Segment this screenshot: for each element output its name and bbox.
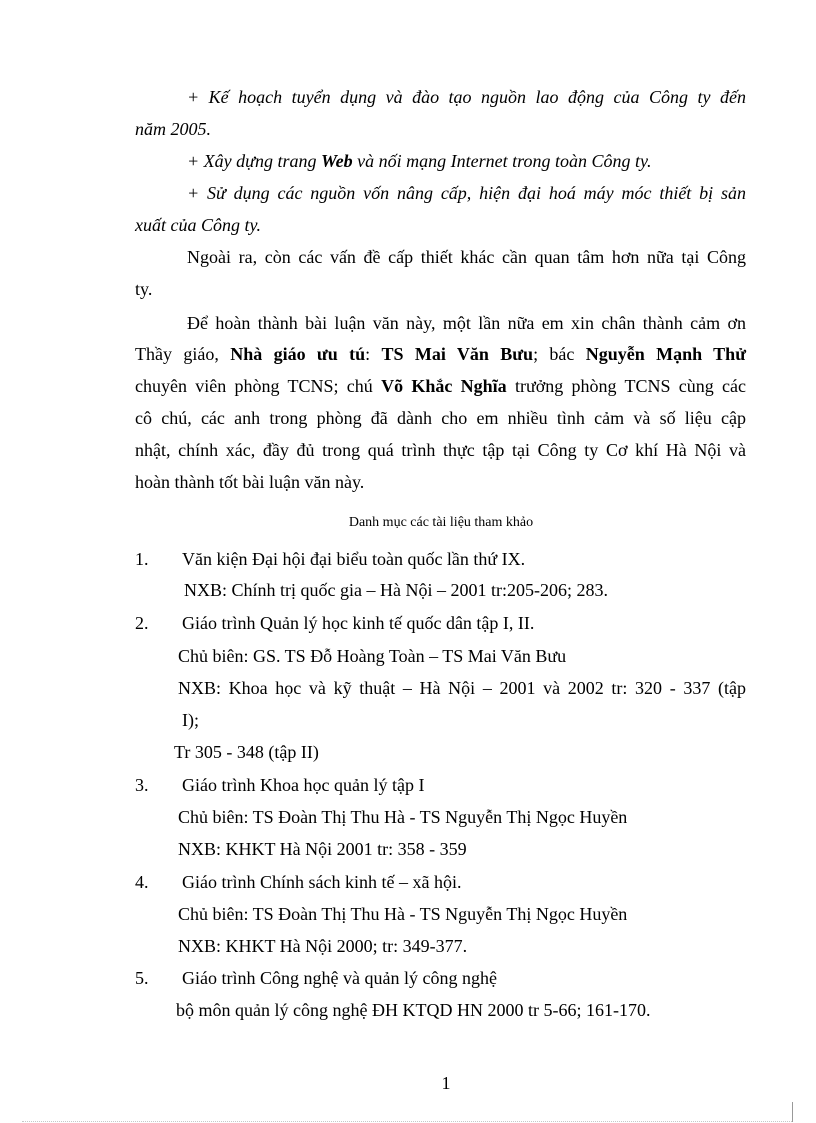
other-line-1: Ngoài ra, còn các vấn đề cấp thiết khác cần quan tâm hơn nữa tại Công: [187, 247, 746, 267]
ref-detail: NXB: Khoa học và kỹ thuật – Hà Nội – 2001 và 2002 tr: 320 - 337 (tập: [178, 678, 746, 698]
plan-2-prefix: + Xây dựng trang: [187, 151, 321, 171]
ref-title: Giáo trình Khoa học quản lý tập I: [182, 775, 425, 795]
ref-detail: NXB: KHKT Hà Nội 2001 tr: 358 - 359: [178, 839, 467, 859]
ref-detail: bộ môn quản lý công nghệ ĐH KTQD HN 2000 tr 5-66; 161-170.: [176, 1000, 651, 1020]
ref-detail: I);: [182, 710, 199, 730]
plan-1-line-1: + Kế hoạch tuyển dụng và đào tạo nguồn lao động của Công ty đến: [187, 87, 746, 107]
specialist-name: Nguyễn Mạnh Thử: [585, 344, 746, 364]
page-number: 1: [441, 1073, 451, 1093]
thanks-text: chuyên viên phòng TCNS; chú: [135, 376, 382, 396]
head-name: Võ Khắc Nghĩa: [381, 376, 507, 396]
ref-number: 2.: [135, 613, 149, 633]
ref-title: Giáo trình Quản lý học kinh tế quốc dân tập I, II.: [182, 613, 535, 633]
thanks-text: :: [365, 344, 382, 364]
page-corner-mark: [792, 1102, 793, 1122]
ref-detail: Chủ biên: TS Đoàn Thị Thu Hà - TS Nguyễn Thị Ngọc Huyền: [178, 807, 628, 827]
advisor-name: TS Mai Văn Bưu: [381, 344, 534, 364]
plan-1-line-2: năm 2005.: [135, 119, 211, 139]
honorific-title: Nhà giáo ưu tú: [230, 344, 366, 364]
plan-2-bold: Web: [320, 151, 353, 171]
plan-2: [187, 150, 651, 172]
plan-3-line-2: xuất của Công ty.: [135, 215, 261, 235]
ref-title: Văn kiện Đại hội đại biểu toàn quốc lần thứ IX.: [182, 549, 526, 569]
footer-rule: [22, 1121, 792, 1122]
other-line-2: ty.: [135, 279, 153, 299]
thanks-line-3: [135, 375, 746, 397]
ref-detail: Tr 305 - 348 (tập II): [174, 742, 319, 762]
plan-2-suffix: và nối mạng Internet trong toàn Công ty.: [352, 151, 652, 171]
ref-detail: Chủ biên: TS Đoàn Thị Thu Hà - TS Nguyễn Thị Ngọc Huyền: [178, 904, 628, 924]
references-title: Danh mục các tài liệu tham khảo: [348, 515, 534, 530]
ref-title: Giáo trình Công nghệ và quản lý công nghệ: [182, 968, 497, 988]
plan-3-line-1: + Sử dụng các nguồn vốn nâng cấp, hiện đại hoá máy móc thiết bị sản: [187, 183, 746, 203]
ref-number: 1.: [135, 549, 149, 569]
thanks-line-2: [135, 343, 746, 365]
ref-number: 4.: [135, 872, 149, 892]
thanks-text: trưởng phòng TCNS cùng các: [506, 376, 747, 396]
ref-number: 5.: [135, 968, 149, 988]
ref-number: 3.: [135, 775, 149, 795]
thanks-line-1: Để hoàn thành bài luận văn này, một lần nữa em xin chân thành cảm ơn: [187, 313, 746, 333]
ref-title: Giáo trình Chính sách kinh tế – xã hội.: [182, 872, 462, 892]
thanks-text: ; bác: [533, 344, 586, 364]
thanks-line-4: cô chú, các anh trong phòng đã dành cho em nhiều tình cảm và số liệu cập: [135, 408, 746, 428]
ref-detail: Chủ biên: GS. TS Đỗ Hoàng Toàn – TS Mai Văn Bưu: [178, 646, 567, 666]
thanks-line-5: nhật, chính xác, đầy đủ trong quá trình thực tập tại Công ty Cơ khí Hà Nội và: [135, 440, 746, 460]
thanks-line-6: hoàn thành tốt bài luận văn này.: [135, 472, 365, 492]
thanks-text: Thầy giáo,: [135, 344, 231, 364]
ref-detail: NXB: KHKT Hà Nội 2000; tr: 349-377.: [178, 936, 468, 956]
ref-detail: NXB: Chính trị quốc gia – Hà Nội – 2001 tr:205-206; 283.: [184, 580, 608, 600]
